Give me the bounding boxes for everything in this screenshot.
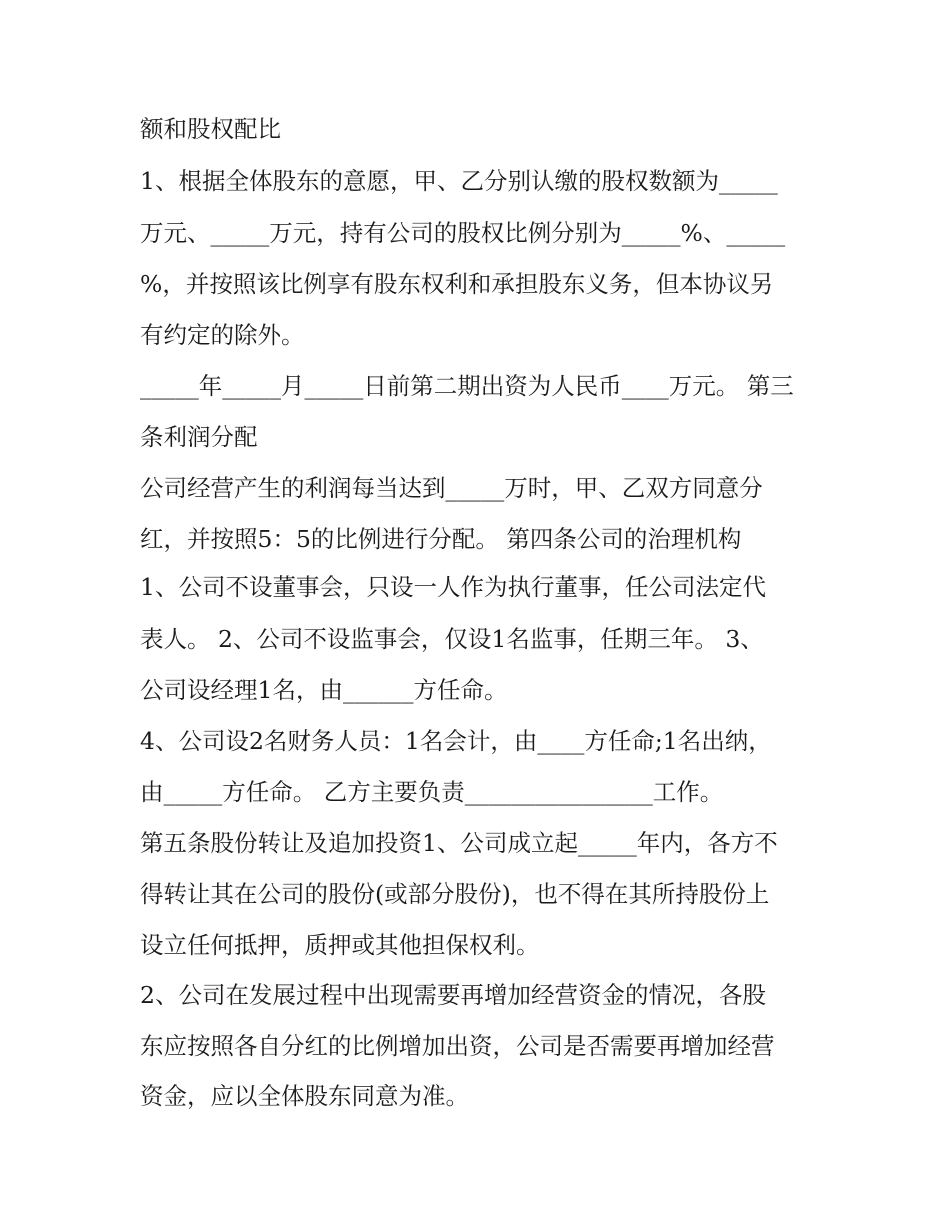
text-line: 公司经营产生的利润每当达到_____万时，甲、乙双方同意分 <box>140 474 763 502</box>
text-line: 2、公司在发展过程中出现需要再增加经营资金的情况，各股 <box>140 981 766 1009</box>
text-line: 资金，应以全体股东同意为准。 <box>140 1082 469 1110</box>
text-line: 第五条股份转让及追加投资1、公司成立起_____年内，各方不 <box>140 829 778 857</box>
text-line: 东应按照各自分红的比例增加出资，公司是否需要再增加经营 <box>140 1032 775 1060</box>
text-line: 有约定的除外。 <box>140 321 305 349</box>
text-line: 公司设经理1名，由______方任命。 <box>140 676 508 704</box>
text-line: 红，并按照5：5的比例进行分配。 第四条公司的治理机构 <box>140 525 742 553</box>
text-line: 额和股权配比 <box>140 115 281 143</box>
text-line: %，并按照该比例享有股东权利和承担股东义务，但本协议另 <box>140 270 774 298</box>
text-line: 表人。 2、公司不设监事会，仅设1名监事，任期三年。 3、 <box>140 625 764 653</box>
text-line: 1、公司不设董事会，只设一人作为执行董事，任公司法定代 <box>140 573 766 601</box>
text-line: 设立任何抵押，质押或其他担保权利。 <box>140 931 540 959</box>
text-line: 1、根据全体股东的意愿，甲、乙分别认缴的股权数额为_____ <box>140 167 778 195</box>
text-line: 万元、_____万元，持有公司的股权比例分别为_____%、_____ <box>140 219 786 247</box>
text-line: _____年_____月_____日前第二期出资为人民币____万元。 第三 <box>140 372 794 400</box>
text-line: 由_____方任命。 乙方主要负责________________工作。 <box>140 778 724 806</box>
text-line: 条利润分配 <box>140 423 258 451</box>
text-line: 4、公司设2名财务人员：1名会计，由____方任命;1名出纳， <box>140 727 772 755</box>
text-line: 得转让其在公司的股份(或部分股份)，也不得在其所持股份上 <box>140 880 770 908</box>
